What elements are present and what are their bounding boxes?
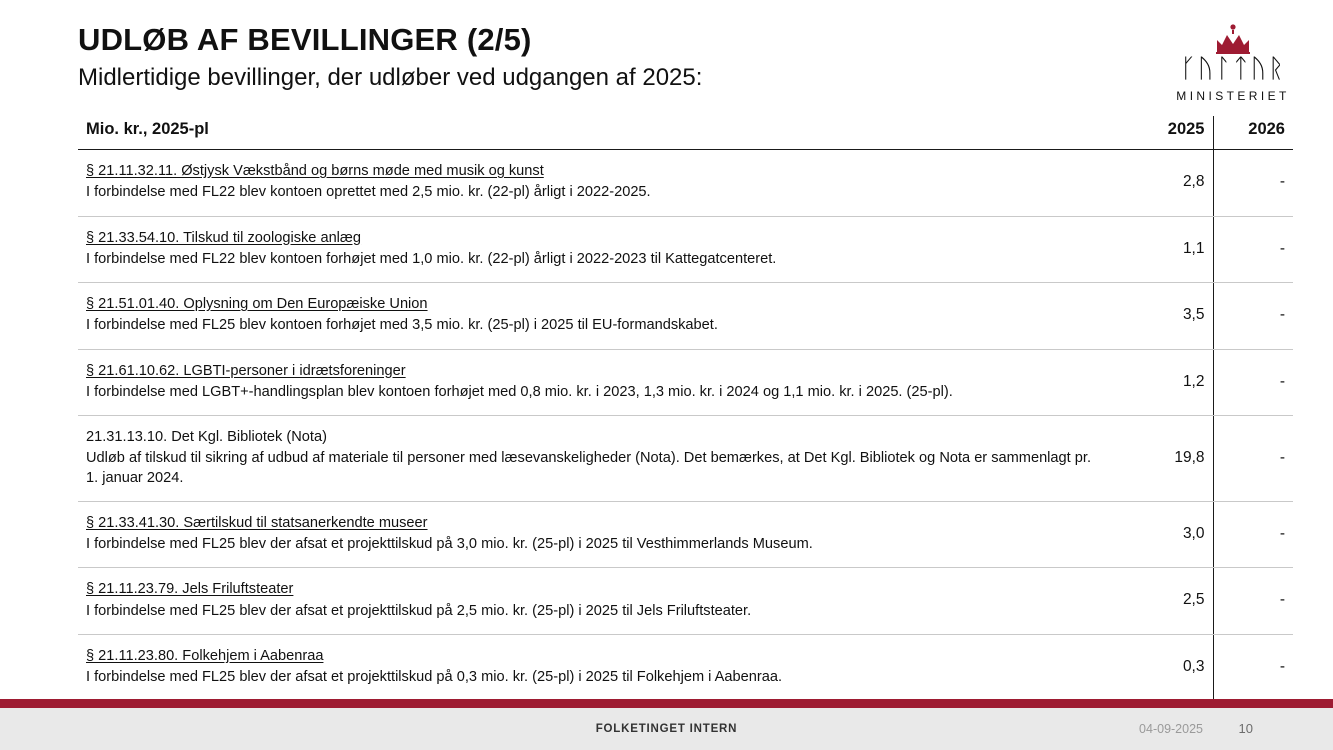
row-value-2026: -	[1213, 416, 1293, 502]
table-row	[78, 150, 1293, 217]
grants-table-container	[78, 116, 1285, 701]
footer-page-number: 10	[1238, 721, 1253, 736]
row-heading[interactable]: § 21.51.01.40. Oplysning om Den Europæiske Union	[86, 296, 428, 312]
row-value-2025: 1,1	[1108, 216, 1213, 283]
row-description-cell	[78, 501, 1108, 568]
logo-wordmark: MINISTERIET	[1176, 89, 1290, 103]
table-header	[78, 116, 1293, 150]
row-description-cell	[78, 283, 1108, 350]
row-body-text: I forbindelse med FL25 blev der afsat et projekttilskud på 2,5 mio. kr. (25-pl) i 2025 til Jels Friluftsteater.	[86, 602, 752, 619]
footer-accent-bar	[0, 699, 1333, 708]
row-description-cell	[78, 150, 1108, 217]
row-value-2025: 0,3	[1108, 634, 1213, 701]
crown-icon	[1211, 24, 1255, 54]
row-description-cell	[78, 416, 1108, 502]
column-header-2025: 2025	[1108, 116, 1213, 150]
row-heading[interactable]: § 21.11.23.80. Folkehjem i Aabenraa	[86, 647, 324, 664]
row-body-text: Udløb af tilskud til sikring af udbud af materiale til personer med læsevanskeligheder (Nota). Det bemærkes, at Det Kgl. Bibliotek og Nota er sammenlagt pr. 1. januar 2024.	[86, 450, 1091, 486]
row-value-2026: -	[1213, 150, 1293, 217]
row-body-text: I forbindelse med FL22 blev kontoen oprettet med 2,5 mio. kr. (22-pl) årligt i 2022-2025.	[86, 184, 651, 201]
column-header-description: Mio. kr., 2025-pl	[78, 116, 1108, 150]
row-value-2026: -	[1213, 349, 1293, 416]
row-heading[interactable]: § 21.33.41.30. Særtilskud til statsanerkendte museer	[86, 514, 428, 531]
row-heading[interactable]: § 21.61.10.62. LGBTI-personer i idrætsforeninger	[86, 362, 406, 379]
table-row	[78, 568, 1293, 635]
row-value-2026: -	[1213, 568, 1293, 635]
row-body-text: I forbindelse med FL25 blev der afsat et projekttilskud på 3,0 mio. kr. (25-pl) i 2025 til Vesthimmerlands Museum.	[86, 536, 813, 552]
row-body-text: I forbindelse med LGBT+-handlingsplan blev kontoen forhøjet med 0,8 mio. kr. i 2023, 1,3 mio. kr. i 2024 og 1,1 mio. kr. i 2025. (25-pl).	[86, 383, 953, 400]
table-row	[78, 501, 1293, 568]
row-value-2026: -	[1213, 283, 1293, 350]
row-body-text: I forbindelse med FL25 blev kontoen forhøjet med 3,5 mio. kr. (25-pl) i 2025 til EU-formandskabet.	[86, 317, 718, 334]
row-value-2026: -	[1213, 501, 1293, 568]
row-value-2025: 2,5	[1108, 568, 1213, 635]
row-body-text: I forbindelse med FL22 blev kontoen forhøjet med 1,0 mio. kr. (22-pl) årligt i 2022-2023 til Kattegatcenteret.	[86, 250, 777, 267]
row-value-2026: -	[1213, 216, 1293, 283]
row-heading[interactable]: § 21.33.54.10. Tilskud til zoologiske anlæg	[86, 229, 362, 246]
footer-classification: FOLKETINGET INTERN	[595, 723, 738, 735]
table-row	[78, 216, 1293, 283]
table-row	[78, 634, 1293, 701]
row-value-2025: 3,0	[1108, 501, 1213, 568]
table-header-row	[78, 116, 1293, 150]
row-body-text: I forbindelse med FL25 blev der afsat et projekttilskud på 0,3 mio. kr. (25-pl) i 2025 til Folkehjem i Aabenraa.	[86, 669, 782, 685]
row-value-2025: 3,5	[1108, 283, 1213, 350]
slide-footer	[0, 708, 1333, 750]
row-description-cell	[78, 349, 1108, 416]
row-value-2025: 1,2	[1108, 349, 1213, 416]
table-row	[78, 283, 1293, 350]
row-value-2026: -	[1213, 634, 1293, 701]
row-value-2025: 19,8	[1108, 416, 1213, 502]
row-heading: 21.31.13.10. Det Kgl. Bibliotek (Nota)	[86, 429, 327, 445]
ministry-logo	[1163, 24, 1303, 103]
grants-table	[78, 116, 1293, 701]
row-value-2025: 2,8	[1108, 150, 1213, 217]
row-description-cell	[78, 634, 1108, 701]
row-description-cell	[78, 568, 1108, 635]
page-title: UDLØB AF BEVILLINGER (2/5)	[78, 22, 532, 57]
footer-date: 04-09-2025	[1139, 722, 1203, 736]
row-heading[interactable]: § 21.11.32.11. Østjysk Vækstbånd og børns møde med musik og kunst	[86, 163, 544, 179]
row-heading[interactable]: § 21.11.23.79. Jels Friluftsteater	[86, 581, 294, 598]
slide-header	[78, 22, 1178, 92]
table-body	[78, 150, 1293, 701]
page-subtitle: Midlertidige bevillinger, der udløber ved udgangen af 2025:	[78, 63, 703, 91]
column-header-2026: 2026	[1213, 116, 1293, 150]
table-row	[78, 416, 1293, 502]
row-description-cell	[78, 216, 1108, 283]
logo-runic-mark: ᚴᚢᛚᛏᚢᚱ	[1180, 54, 1286, 84]
table-row	[78, 349, 1293, 416]
